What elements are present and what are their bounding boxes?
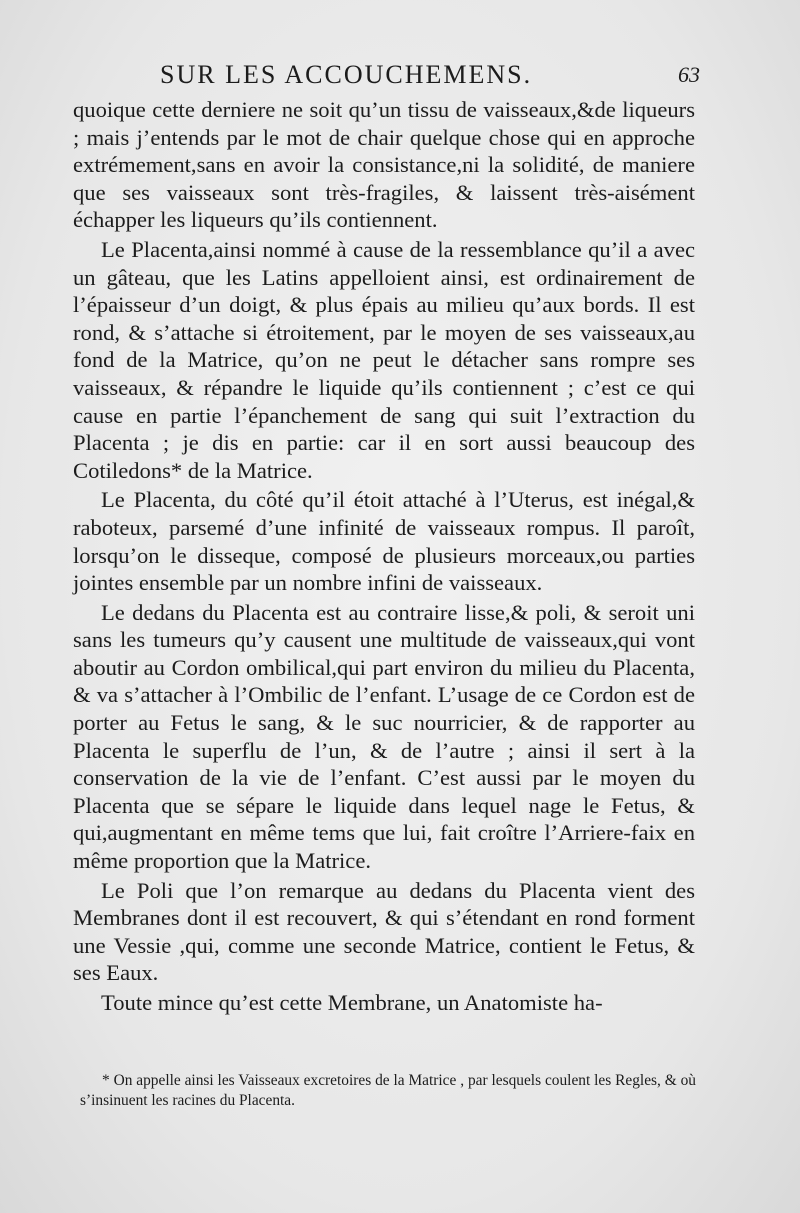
running-title: SUR LES ACCOUCHEMENS.: [160, 60, 533, 89]
paragraph-continuation: quoique cette derniere ne soit qu’un tissu de vaisseaux,&de liqueurs ; mais j’entends par le mot de chair quelque chose qui en approche extrémement,sans en avoir la consistance,ni la solidité, de maniere que ses vaisseaux sont très-fragiles, & laissent très-aisément échapper les liqueurs qu’ils contiennent.: [73, 97, 695, 233]
paragraph-membranes: Le Poli que l’on remarque au dedans du Placenta vient des Membranes dont il est recouvert, & qui s’étendant en rond forment une Vessie ,qui, comme une seconde Matrice, contient le Fetus, & ses Eaux.: [73, 877, 695, 986]
running-header: [160, 60, 700, 94]
page-number: 63: [678, 62, 700, 87]
footnote: [80, 1071, 696, 1111]
footnote-text: * On appelle ainsi les Vaisseaux excretoires de la Matrice , par lesquels coulent les Regles, & où s’insinuent les racines du Placenta.: [80, 1072, 696, 1109]
paragraph-placenta-outer-side: Le Placenta, du côté qu’il étoit attaché à l’Uterus, est inégal,& raboteux, parsemé d’une infinité de vaisseaux rompus. Il paroît, lorsqu’on le disseque, composé de plusieurs morceaux,ou parties jointes ensemble par un nombre infini de vaisseaux.: [73, 487, 695, 596]
paragraph-placenta-inner-side: Le dedans du Placenta est au contraire lisse,& poli, & seroit uni sans les tumeurs qu’y causent une multitude de vaisseaux,qui vont aboutir au Cordon ombilical,qui part environ du milieu du Placenta, & va s’attacher à l’Ombilic de l’enfant. L’usage de ce Cordon est de porter au Fetus le sang, & le suc nourricier, & de rapporter au Placenta le superflu de l’un, & de l’autre ; ainsi il sert à la conservation de la vie de l’enfant. C’est aussi par le moyen du Placenta que se sépare le liquide dans lequel nage le Fetus, & qui,augmentant en même tems que lui, fait croître l’Arriere-faix en même proportion que la Matrice.: [73, 599, 695, 874]
body-text: [73, 96, 695, 1017]
paragraph-placenta-description: Le Placenta,ainsi nommé à cause de la ressemblance qu’il a avec un gâteau, que les Latins appelloient ainsi, est ordinairement de l’épaisseur d’un doigt, & plus épais au milieu qu’aux bords. Il est rond, & s’attache si étroitement, par le moyen de ses vaisseaux,au fond de la Matrice, qu’on ne peut le détacher sans rompre ses vaisseaux, & répandre le liquide qu’ils contiennent ; c’est ce qui cause en partie l’épanchement de sang qui suit l’extraction du Placenta ; je dis en partie: car il en sort aussi beaucoup des Cotiledons* de la Matrice.: [73, 236, 695, 483]
paragraph-final-line: Toute mince qu’est cette Membrane, un Anatomiste ha-: [101, 990, 603, 1015]
